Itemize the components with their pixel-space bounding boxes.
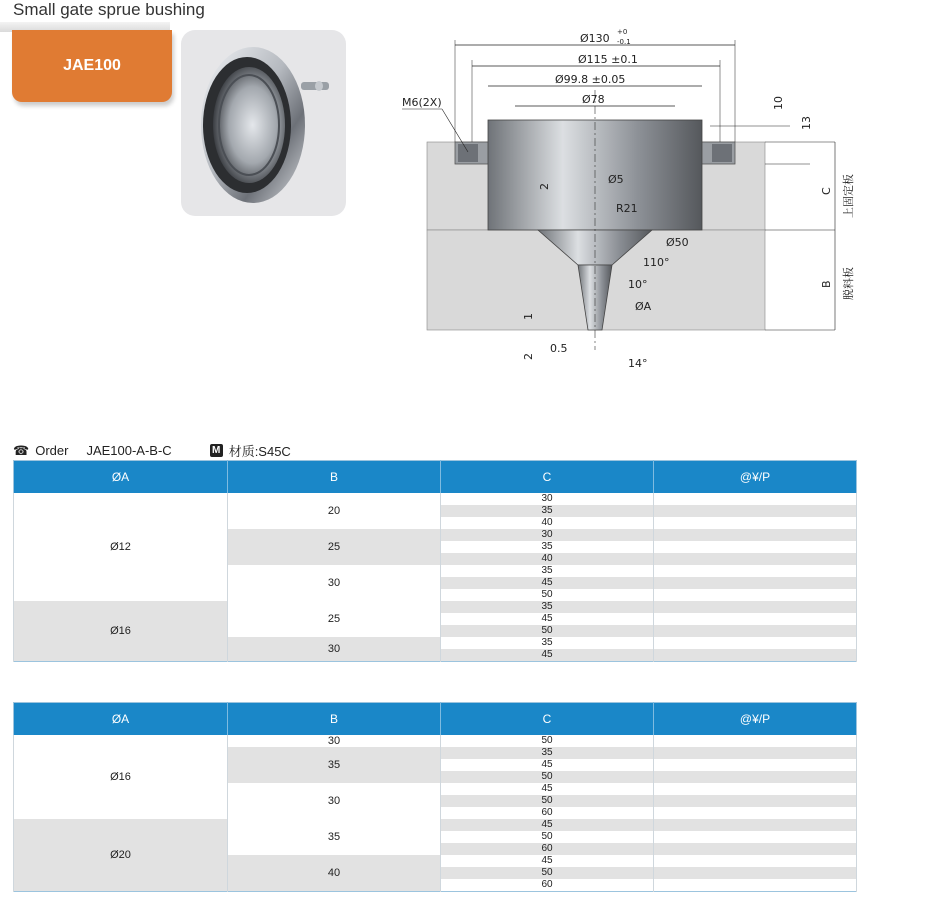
cell-b: 30: [228, 637, 441, 662]
cell-price: [654, 601, 857, 613]
cell-c: 50: [441, 867, 654, 879]
cell-diameter-a: Ø12: [14, 493, 228, 601]
cell-price: [654, 577, 857, 589]
cell-b: 20: [228, 493, 441, 529]
dim-d130: Ø130: [580, 32, 610, 45]
cell-diameter-a: Ø20: [14, 819, 228, 892]
cell-c: 40: [441, 553, 654, 565]
cell-c: 60: [441, 807, 654, 819]
cell-c: 35: [441, 637, 654, 649]
cell-c: 60: [441, 879, 654, 892]
cell-price: [654, 529, 857, 541]
cell-price: [654, 493, 857, 505]
angle-10: 10°: [628, 278, 648, 291]
part-code-tag: JAE100: [12, 30, 172, 102]
cell-price: [654, 807, 857, 819]
dim-d50: Ø50: [666, 236, 689, 249]
price-table-1: [13, 460, 857, 662]
dim-ten: 10: [772, 96, 785, 110]
cell-b: 35: [228, 819, 441, 855]
cell-c: 45: [441, 783, 654, 795]
cell-c: 35: [441, 601, 654, 613]
dim-b: B: [820, 280, 833, 288]
cell-c: 50: [441, 625, 654, 637]
cell-c: 30: [441, 493, 654, 505]
material-icon: M: [210, 444, 223, 457]
angle-110: 110°: [643, 256, 670, 269]
cell-c: 35: [441, 505, 654, 517]
cell-c: 60: [441, 843, 654, 855]
header-price: @¥/P: [654, 703, 857, 736]
order-label: Order: [35, 443, 69, 458]
cell-c: 50: [441, 589, 654, 601]
cell-c: 40: [441, 517, 654, 529]
cell-price: [654, 795, 857, 807]
cell-c: 35: [441, 747, 654, 759]
header-c: C: [441, 461, 654, 494]
cell-b: 30: [228, 735, 441, 747]
cell-c: 45: [441, 855, 654, 867]
dim-d998: Ø99.8 ±0.05: [555, 73, 626, 86]
table-row: [14, 493, 857, 505]
cell-price: [654, 879, 857, 892]
cell-price: [654, 589, 857, 601]
dim-thirteen: 13: [800, 116, 813, 130]
dim-two-b: 2: [522, 353, 535, 360]
dim-r21: R21: [616, 202, 638, 215]
header-c: C: [441, 703, 654, 736]
product-photo: [181, 30, 346, 216]
dim-d5: Ø5: [608, 173, 624, 186]
phone-icon: ☎: [13, 442, 30, 458]
cell-price: [654, 505, 857, 517]
header-b: B: [228, 461, 441, 494]
header-a: ØA: [14, 461, 228, 494]
dim-one: 1: [522, 313, 535, 320]
cell-c: 45: [441, 759, 654, 771]
cell-b: 40: [228, 855, 441, 892]
cell-price: [654, 625, 857, 637]
cell-price: [654, 759, 857, 771]
header-a: ØA: [14, 703, 228, 736]
cell-c: 45: [441, 649, 654, 662]
cell-b: 25: [228, 529, 441, 565]
cell-b: 25: [228, 601, 441, 637]
technical-drawing: [390, 20, 870, 395]
cell-b: 35: [228, 747, 441, 783]
header-b: B: [228, 703, 441, 736]
cell-c: 30: [441, 529, 654, 541]
material-text: 材质:S45C: [228, 444, 291, 459]
cell-price: [654, 867, 857, 879]
table-row: [14, 735, 857, 747]
cell-price: [654, 553, 857, 565]
cell-c: 45: [441, 819, 654, 831]
price-table-2: [13, 702, 857, 892]
angle-14: 14°: [628, 357, 648, 370]
cell-c: 50: [441, 735, 654, 747]
dim-m6: M6(2X): [402, 96, 442, 109]
cell-c: 35: [441, 541, 654, 553]
dim-d115: Ø115 ±0.1: [578, 53, 638, 66]
label-top-plate: 上固定板: [842, 174, 855, 218]
dim-half: 0.5: [550, 342, 568, 355]
order-info: [13, 441, 291, 460]
cell-price: [654, 843, 857, 855]
cell-diameter-a: Ø16: [14, 735, 228, 819]
cell-c: 35: [441, 565, 654, 577]
cell-c: 50: [441, 771, 654, 783]
dim-d78: Ø78: [582, 93, 605, 106]
cell-price: [654, 517, 857, 529]
order-code: JAE100-A-B-C: [86, 443, 172, 458]
table-row: [14, 819, 857, 831]
cell-price: [654, 565, 857, 577]
cell-price: [654, 831, 857, 843]
cell-price: [654, 541, 857, 553]
sprue-bushing-image: [181, 30, 346, 216]
cell-price: [654, 735, 857, 747]
cell-price: [654, 637, 857, 649]
header-price: @¥/P: [654, 461, 857, 494]
label-stripper-plate: 脱料板: [842, 267, 855, 300]
cell-b: 30: [228, 783, 441, 819]
cell-c: 50: [441, 831, 654, 843]
cell-price: [654, 819, 857, 831]
cell-price: [654, 783, 857, 795]
cell-price: [654, 747, 857, 759]
cell-price: [654, 855, 857, 867]
dim-dA: ØA: [635, 300, 652, 313]
svg-text:-0.1: -0.1: [617, 38, 631, 46]
cell-b: 30: [228, 565, 441, 601]
table-row: [14, 601, 857, 613]
svg-text:+0: +0: [617, 28, 628, 36]
page-title: Small gate sprue bushing: [13, 0, 205, 19]
dim-two: 2: [538, 183, 551, 190]
cell-c: 45: [441, 613, 654, 625]
dim-c: C: [820, 187, 833, 195]
cell-diameter-a: Ø16: [14, 601, 228, 662]
cell-price: [654, 613, 857, 625]
cell-price: [654, 649, 857, 662]
cell-c: 50: [441, 795, 654, 807]
cell-c: 45: [441, 577, 654, 589]
cell-price: [654, 771, 857, 783]
